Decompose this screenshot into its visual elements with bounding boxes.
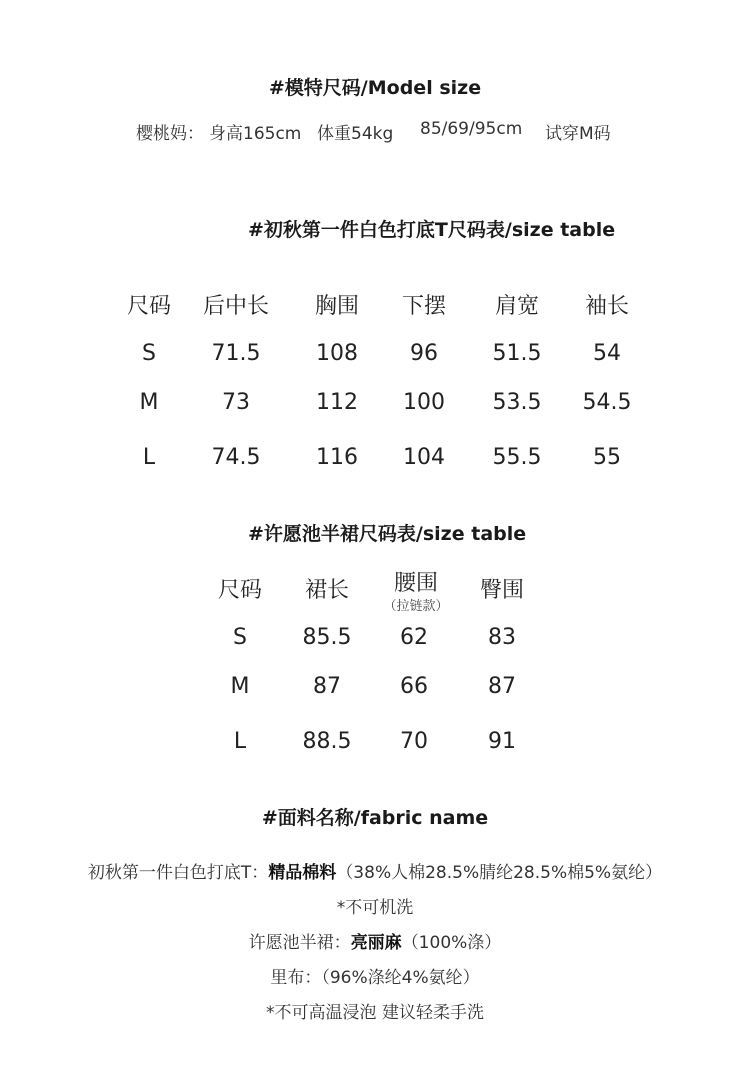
fabric-tshirt-composition: （38%人棉28.5%腈纶28.5%棉5%氨纶）	[336, 863, 663, 883]
tshirt-cell: 104	[403, 445, 445, 470]
tshirt-cell: 108	[316, 341, 358, 366]
fabric-lining: 里布：（96%涤纶4%氨纶）	[270, 968, 480, 988]
tshirt-cell: 55.5	[492, 445, 542, 470]
tshirt-header-size: 尺码	[126, 294, 172, 319]
skirt-header-hip: 臀围	[479, 578, 525, 603]
tshirt-cell: 71.5	[211, 341, 261, 366]
tshirt-header-shoulder: 肩宽	[494, 294, 540, 319]
tshirt-cell: 96	[410, 341, 438, 366]
skirt-cell: M	[230, 674, 250, 699]
skirt-cell: 88.5	[302, 729, 352, 754]
tshirt-cell: 116	[316, 445, 358, 470]
tshirt-cell: 53.5	[492, 390, 542, 415]
skirt-cell: 85.5	[302, 625, 352, 650]
model-height: 身高165cm	[209, 124, 302, 144]
tshirt-cell: L	[142, 445, 156, 470]
tshirt-cell: 55	[593, 445, 621, 470]
fabric-skirt-composition: （100%涤）	[401, 933, 502, 953]
skirt-cell: 87	[313, 674, 341, 699]
fabric-line-skirt	[0, 928, 750, 953]
skirt-cell: 70	[400, 729, 428, 754]
model-weight: 体重54kg	[317, 124, 394, 144]
skirt-header-length: 裙长	[304, 578, 350, 603]
tshirt-cell: S	[142, 341, 156, 366]
skirt-cell: 91	[488, 729, 516, 754]
fabric-wash-note: *不可机洗	[336, 898, 414, 918]
tshirt-cell: 51.5	[492, 341, 542, 366]
tshirt-header-sleeve: 袖长	[584, 294, 630, 319]
skirt-header-waist	[383, 566, 448, 614]
tshirt-header-hem: 下摆	[401, 294, 447, 319]
tshirt-header-chest: 胸围	[314, 294, 360, 319]
tshirt-cell: 100	[403, 390, 445, 415]
skirt-cell: S	[233, 625, 247, 650]
fabric-skirt-label: 许愿池半裙：	[248, 933, 351, 953]
tshirt-cell: 74.5	[211, 445, 261, 470]
skirt-cell: L	[233, 729, 247, 754]
skirt-cell: 66	[400, 674, 428, 699]
model-measurements: 85/69/95cm	[420, 119, 523, 139]
skirt-waist-note: （拉链款）	[383, 599, 449, 614]
fabric-tshirt-material: 精品棉料	[268, 863, 337, 883]
fabric-care-note: *不可高温浸泡 建议轻柔手洗	[266, 1003, 484, 1023]
fabric-line-tshirt	[0, 858, 750, 883]
tshirt-cell: 73	[222, 390, 250, 415]
fabric-skirt-material: 亮丽麻	[350, 933, 402, 953]
tshirt-cell: M	[139, 390, 159, 415]
tshirt-cell: 54	[593, 341, 621, 366]
skirt-cell: 62	[400, 625, 428, 650]
skirt-header-size: 尺码	[217, 578, 263, 603]
model-try-size: 试穿M码	[545, 124, 611, 144]
skirt-header-waist-label: 腰围	[393, 571, 439, 596]
fabric-heading: #面料名称/fabric name	[261, 807, 489, 829]
tshirt-cell: 112	[316, 390, 358, 415]
model-name: 樱桃妈：	[136, 124, 204, 144]
tshirt-cell: 54.5	[582, 390, 632, 415]
skirt-cell: 87	[488, 674, 516, 699]
model-size-heading: #模特尺码/Model size	[268, 77, 482, 99]
fabric-tshirt-label: 初秋第一件白色打底T：	[87, 863, 269, 883]
skirt-cell: 83	[488, 625, 516, 650]
skirt-table-heading: #许愿池半裙尺码表/size table	[248, 523, 527, 545]
tshirt-header-length: 后中长	[202, 294, 270, 319]
tshirt-table-heading: #初秋第一件白色打底T尺码表/size table	[248, 219, 616, 241]
